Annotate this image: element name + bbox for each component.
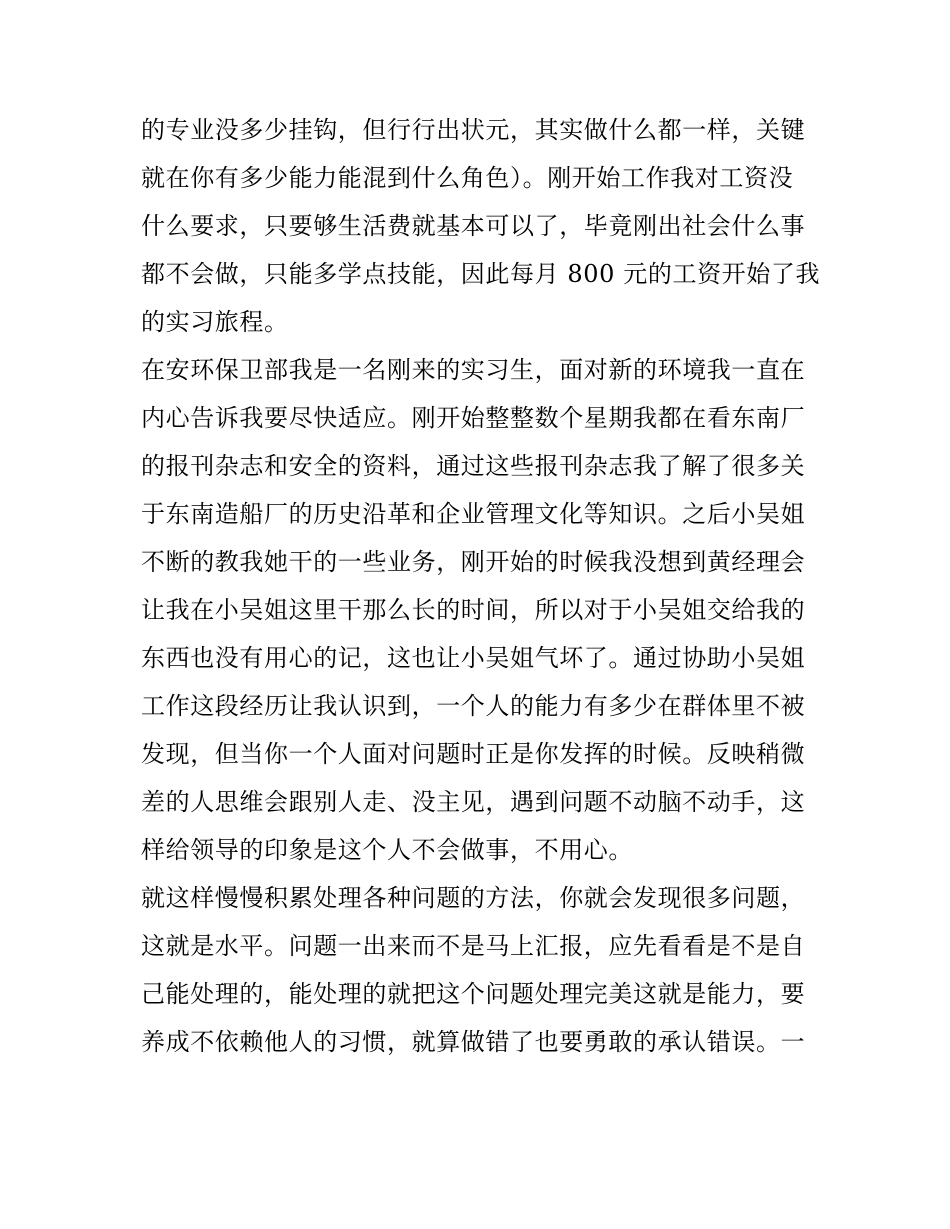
text-line: 在安环保卫部我是一名刚来的实习生，面对新的环境我一直在	[141, 356, 806, 384]
text-line: 什么要求，只要够生活费就基本可以了，毕竟刚出社会什么事	[141, 212, 806, 240]
text-line: 都不会做，只能多学点技能，因此每月 800 元的工资开始了我	[141, 260, 821, 288]
text-line: 这就是水平。问题一出来而不是马上汇报，应先看看是不是自	[141, 932, 806, 960]
text-line: 就在你有多少能力能混到什么角色）。刚开始工作我对工资没	[141, 164, 794, 192]
text-line: 己能处理的，能处理的就把这个问题处理完美这就是能力，要	[141, 980, 806, 1008]
document-body	[141, 106, 821, 1066]
text-line: 的实习旅程。	[141, 308, 289, 336]
text-line: 于东南造船厂的历史沿革和企业管理文化等知识。之后小吴姐	[141, 500, 806, 528]
text-line: 发现，但当你一个人面对问题时正是你发挥的时候。反映稍微	[141, 740, 806, 768]
text-line: 养成不依赖他人的习惯，就算做错了也要勇敢的承认错误。一	[141, 1028, 806, 1056]
text-line: 不断的教我她干的一些业务，刚开始的时候我没想到黄经理会	[141, 548, 806, 576]
text-line: 就这样慢慢积累处理各种问题的方法，你就会发现很多问题，	[141, 884, 806, 912]
text-line: 的专业没多少挂钩，但行行出状元，其实做什么都一样，关键	[141, 116, 806, 144]
text-line: 工作这段经历让我认识到，一个人的能力有多少在群体里不被	[141, 692, 806, 720]
text-line: 样给领导的印象是这个人不会做事，不用心。	[141, 836, 633, 864]
text-line: 东西也没有用心的记，这也让小吴姐气坏了。通过协助小吴姐	[141, 644, 806, 672]
text-line: 的报刊杂志和安全的资料，通过这些报刊杂志我了解了很多关	[141, 452, 806, 480]
text-line: 差的人思维会跟别人走、没主见，遇到问题不动脑不动手，这	[141, 788, 806, 816]
text-line: 内心告诉我要尽快适应。刚开始整整数个星期我都在看东南厂	[141, 404, 806, 432]
text-line: 让我在小吴姐这里干那么长的时间，所以对于小吴姐交给我的	[141, 596, 806, 624]
